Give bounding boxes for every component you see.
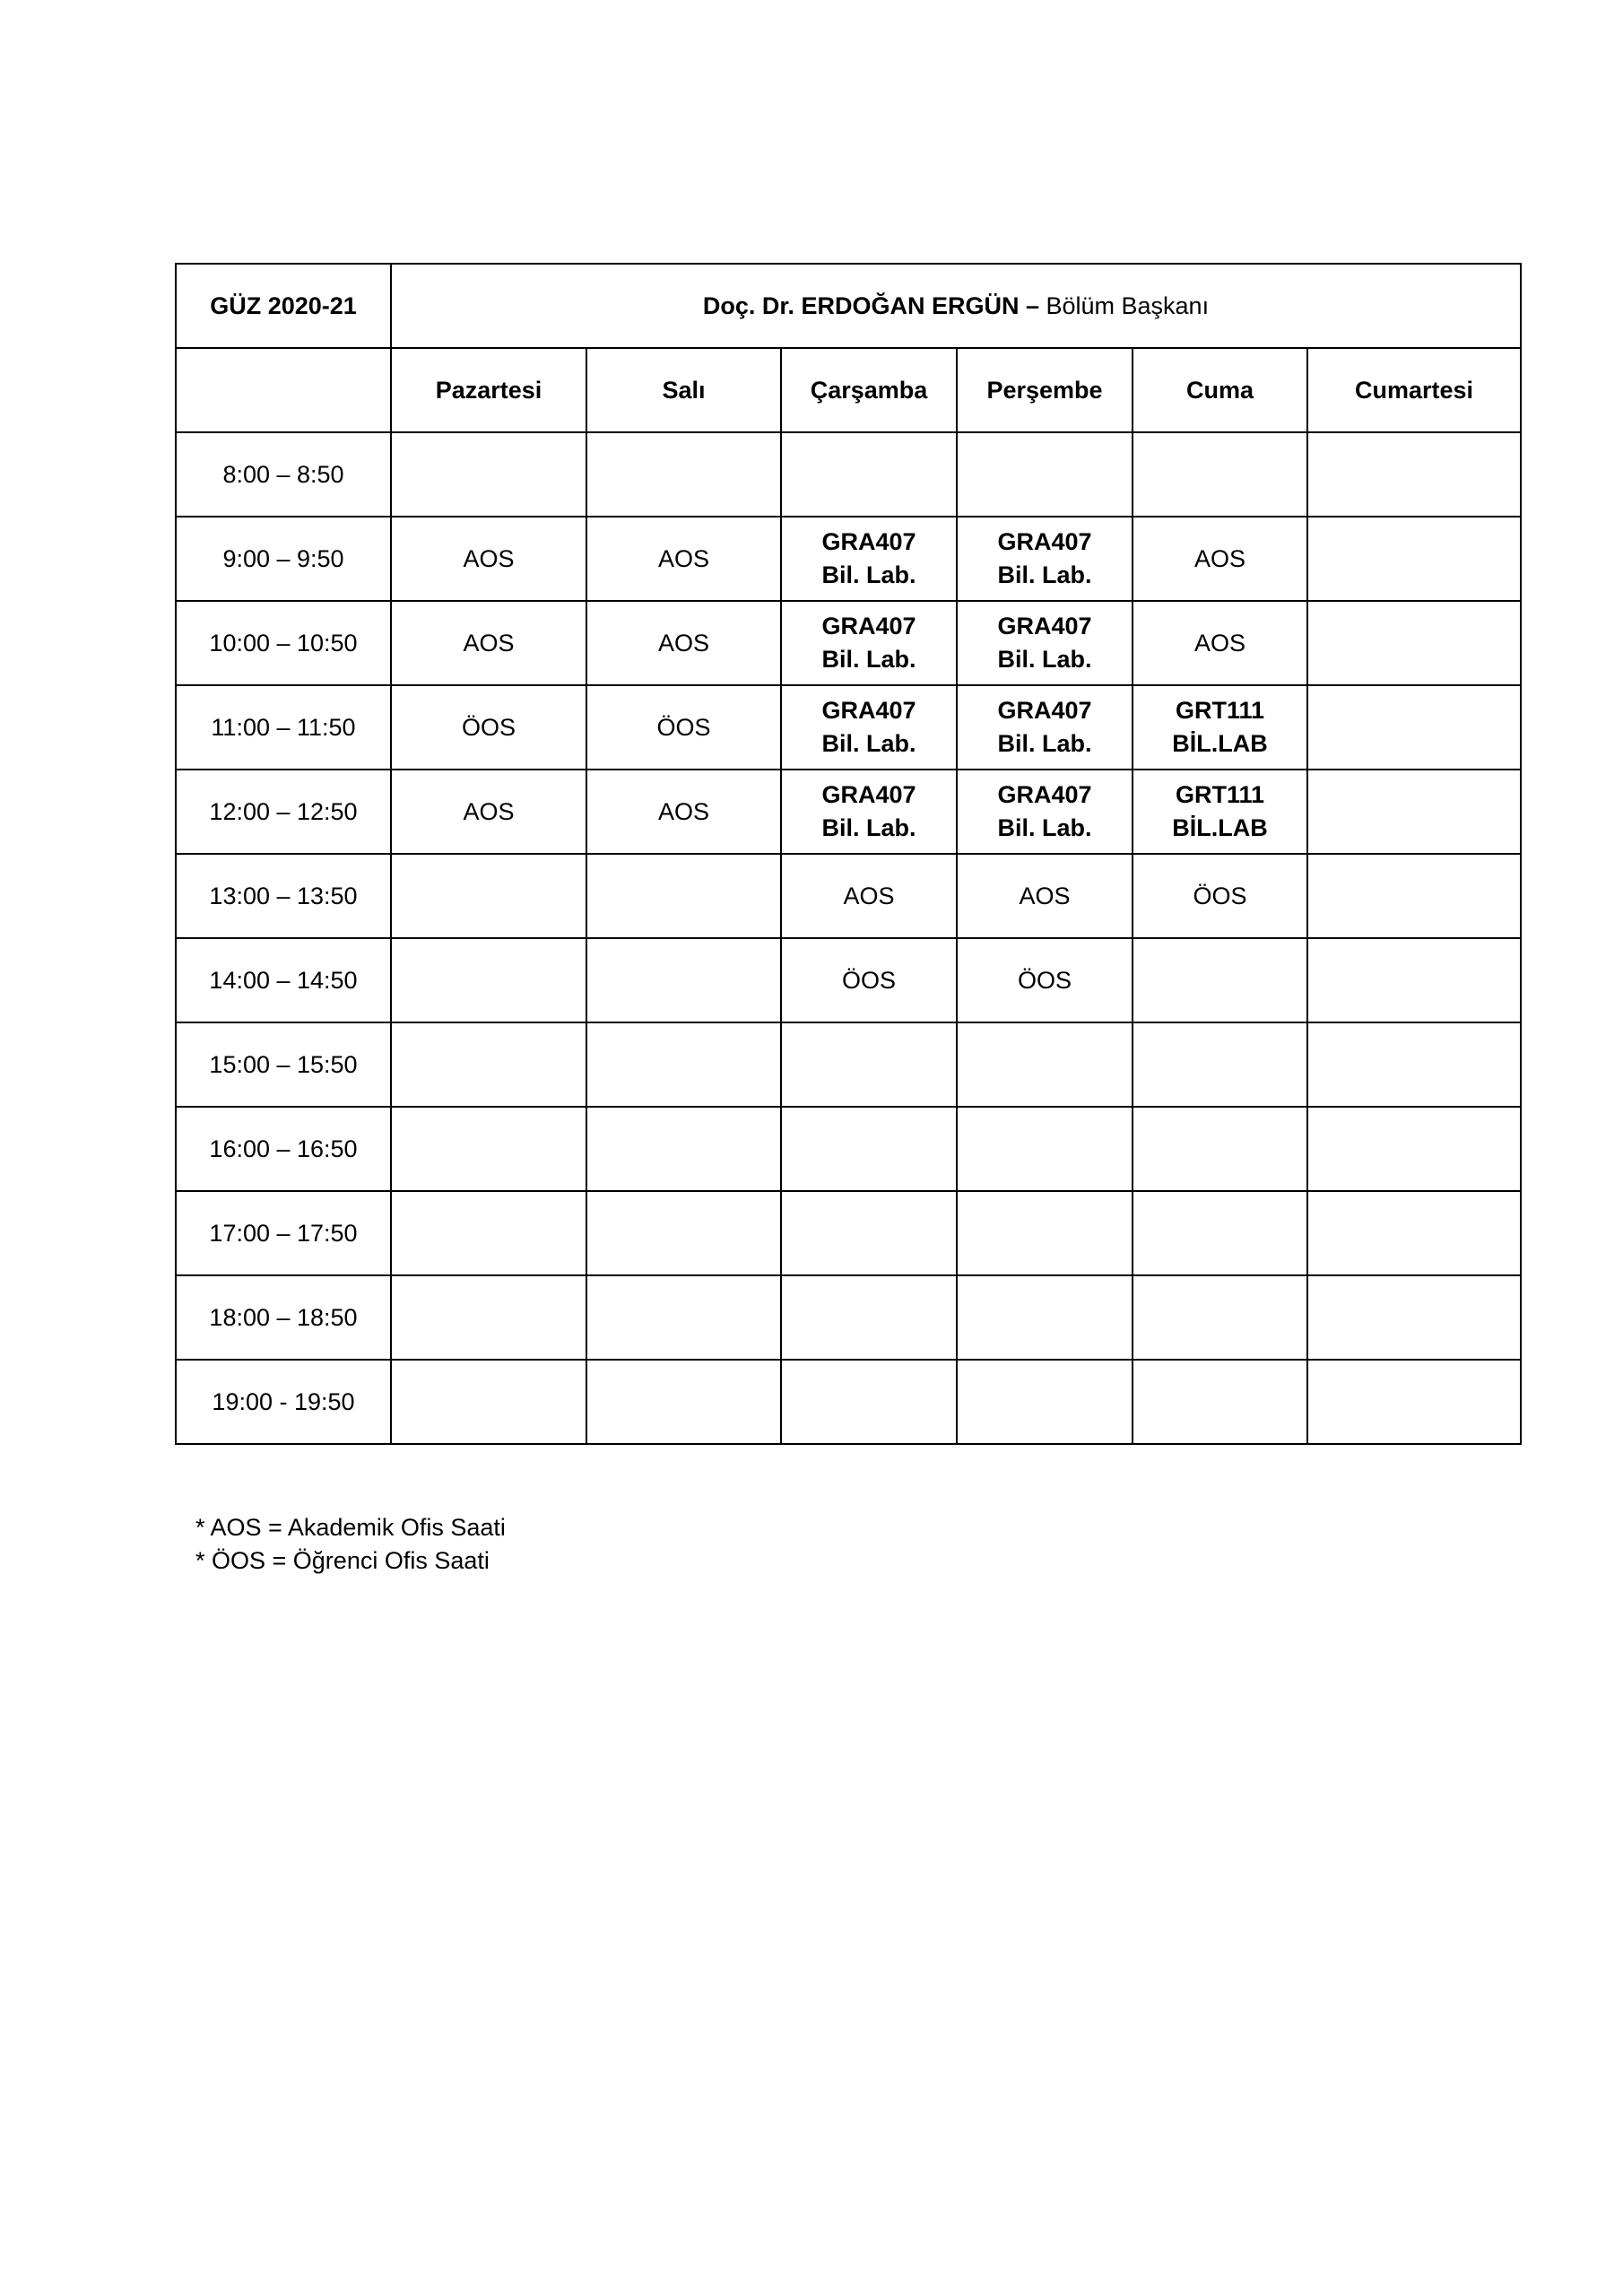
- days-header-row: [176, 348, 1521, 432]
- schedule-cell: [391, 854, 586, 938]
- cell-text: BİL.LAB: [1172, 730, 1268, 757]
- schedule-cell: [781, 685, 957, 770]
- schedule-cell: [1133, 685, 1307, 770]
- schedule-cell: [391, 938, 586, 1022]
- schedule-cell: [781, 601, 957, 685]
- cell-text: ÖOS: [1193, 882, 1247, 909]
- cell-text: ÖOS: [656, 713, 711, 741]
- title-row: [176, 264, 1521, 348]
- cell-text: Bil. Lab.: [997, 561, 1092, 588]
- cell-text: GRA407: [997, 613, 1092, 639]
- schedule-cell: [1133, 1360, 1307, 1444]
- schedule-cell: [1133, 854, 1307, 938]
- schedule-cell: [391, 1022, 586, 1107]
- schedule-cell: [391, 1275, 586, 1360]
- table-row: [176, 1360, 1521, 1444]
- schedule-cell: [391, 685, 586, 770]
- schedule-cell: [781, 938, 957, 1022]
- schedule-cell: [391, 601, 586, 685]
- schedule-cell: [1307, 770, 1521, 854]
- cell-text: GRA407: [997, 781, 1092, 808]
- schedule-cell: [391, 770, 586, 854]
- day-header: Çarşamba: [781, 348, 957, 432]
- schedule-cell: [1133, 1275, 1307, 1360]
- time-slot: 11:00 – 11:50: [176, 685, 391, 770]
- schedule-cell: [1133, 770, 1307, 854]
- schedule-cell: [1307, 938, 1521, 1022]
- schedule-table: [175, 263, 1522, 1445]
- cell-text: ÖOS: [841, 966, 896, 994]
- schedule-cell: [1133, 1022, 1307, 1107]
- corner-cell: [176, 348, 391, 432]
- schedule-cell: [781, 1022, 957, 1107]
- schedule-cell: [586, 938, 781, 1022]
- cell-text: GRA407: [997, 697, 1092, 724]
- schedule-cell: [1133, 432, 1307, 517]
- cell-text: Bil. Lab.: [821, 646, 916, 673]
- schedule-cell: [1307, 1191, 1521, 1275]
- cell-text: GRA407: [821, 613, 916, 639]
- schedule-cell: [586, 854, 781, 938]
- time-slot: 10:00 – 10:50: [176, 601, 391, 685]
- cell-text: GRA407: [821, 781, 916, 808]
- table-row: [176, 854, 1521, 938]
- table-row: [176, 517, 1521, 601]
- day-header: Pazartesi: [391, 348, 586, 432]
- cell-text: AOS: [463, 629, 515, 657]
- cell-text: Bil. Lab.: [997, 814, 1092, 841]
- schedule-cell: [957, 601, 1133, 685]
- schedule-cell: [391, 1191, 586, 1275]
- schedule-cell: [1133, 1107, 1307, 1191]
- schedule-cell: [586, 770, 781, 854]
- schedule-cell: [957, 938, 1133, 1022]
- schedule-cell: [391, 1107, 586, 1191]
- schedule-cell: [391, 432, 586, 517]
- footnote: * AOS = Akademik Ofis Saati: [195, 1514, 506, 1541]
- cell-text: GRA407: [821, 697, 916, 724]
- cell-text: AOS: [657, 629, 710, 657]
- table-row: [176, 938, 1521, 1022]
- schedule-cell: [586, 685, 781, 770]
- cell-text: Bil. Lab.: [821, 561, 916, 588]
- cell-text: Bil. Lab.: [997, 730, 1092, 757]
- schedule-cell: [781, 517, 957, 601]
- table-row: [176, 685, 1521, 770]
- day-header: Perşembe: [957, 348, 1133, 432]
- time-slot: 9:00 – 9:50: [176, 517, 391, 601]
- cell-text: AOS: [463, 797, 515, 825]
- cell-text: AOS: [657, 544, 710, 572]
- page-title: [391, 264, 1521, 348]
- schedule-cell: [1133, 517, 1307, 601]
- cell-text: ÖOS: [1017, 966, 1072, 994]
- time-slot: 12:00 – 12:50: [176, 770, 391, 854]
- cell-text: GRA407: [821, 528, 916, 555]
- schedule-cell: [1307, 685, 1521, 770]
- schedule-cell: [781, 1360, 957, 1444]
- cell-text: AOS: [1019, 882, 1071, 909]
- schedule-cell: [957, 770, 1133, 854]
- time-slot: 13:00 – 13:50: [176, 854, 391, 938]
- time-slot: 15:00 – 15:50: [176, 1022, 391, 1107]
- table-row: [176, 1107, 1521, 1191]
- schedule-cell: [586, 432, 781, 517]
- schedule-cell: [586, 601, 781, 685]
- schedule-cell: [957, 854, 1133, 938]
- cell-text: AOS: [843, 882, 895, 909]
- day-header: Salı: [586, 348, 781, 432]
- cell-text: Bil. Lab.: [821, 814, 916, 841]
- schedule-cell: [1133, 938, 1307, 1022]
- schedule-cell: [957, 1360, 1133, 1444]
- table-row: [176, 1022, 1521, 1107]
- table-row: [176, 1191, 1521, 1275]
- schedule-cell: [957, 1022, 1133, 1107]
- schedule-cell: [1307, 854, 1521, 938]
- cell-text: AOS: [463, 544, 515, 572]
- schedule-cell: [957, 1107, 1133, 1191]
- schedule-cell: [1307, 517, 1521, 601]
- schedule-cell: [781, 770, 957, 854]
- time-slot: 8:00 – 8:50: [176, 432, 391, 517]
- cell-text: AOS: [657, 797, 710, 825]
- cell-text: AOS: [1193, 629, 1246, 657]
- time-slot: 17:00 – 17:50: [176, 1191, 391, 1275]
- instructor-role: Bölüm Başkanı: [1038, 291, 1210, 319]
- schedule-cell: [957, 1275, 1133, 1360]
- time-slot: 18:00 – 18:50: [176, 1275, 391, 1360]
- day-header: Cuma: [1133, 348, 1307, 432]
- cell-text: BİL.LAB: [1172, 814, 1268, 841]
- schedule-cell: [781, 854, 957, 938]
- instructor-name: Doç. Dr. ERDOĞAN ERGÜN –: [702, 291, 1039, 319]
- schedule-cell: [1133, 1191, 1307, 1275]
- table-row: [176, 432, 1521, 517]
- schedule-cell: [957, 432, 1133, 517]
- table-row: [176, 601, 1521, 685]
- schedule-cell: [586, 1191, 781, 1275]
- cell-text: GRT111: [1175, 697, 1265, 724]
- cell-text: Bil. Lab.: [821, 730, 916, 757]
- schedule-cell: [1307, 432, 1521, 517]
- schedule-cell: [957, 685, 1133, 770]
- time-slot: 19:00 - 19:50: [176, 1360, 391, 1444]
- schedule-cell: [781, 1275, 957, 1360]
- time-slot: 14:00 – 14:50: [176, 938, 391, 1022]
- schedule-cell: [781, 432, 957, 517]
- time-slot: 16:00 – 16:50: [176, 1107, 391, 1191]
- footnote: * ÖOS = Öğrenci Ofis Saati: [195, 1547, 490, 1574]
- cell-text: GRT111: [1175, 781, 1265, 808]
- schedule-cell: [1307, 601, 1521, 685]
- schedule-cell: [1307, 1360, 1521, 1444]
- cell-text: AOS: [1193, 544, 1246, 572]
- cell-text: Bil. Lab.: [997, 646, 1092, 673]
- schedule-cell: [781, 1107, 957, 1191]
- schedule-cell: [586, 1360, 781, 1444]
- schedule-cell: [391, 517, 586, 601]
- schedule-cell: [957, 517, 1133, 601]
- schedule-cell: [586, 1275, 781, 1360]
- schedule-cell: [1307, 1022, 1521, 1107]
- schedule-cell: [391, 1360, 586, 1444]
- day-header: Cumartesi: [1307, 348, 1521, 432]
- schedule-cell: [586, 1107, 781, 1191]
- table-row: [176, 770, 1521, 854]
- schedule-cell: [586, 1022, 781, 1107]
- schedule-cell: [1307, 1275, 1521, 1360]
- cell-text: ÖOS: [461, 713, 516, 741]
- schedule-cell: [1307, 1107, 1521, 1191]
- term-label: GÜZ 2020-21: [176, 264, 391, 348]
- cell-text: GRA407: [997, 528, 1092, 555]
- schedule-cell: [957, 1191, 1133, 1275]
- table-row: [176, 1275, 1521, 1360]
- schedule-cell: [1133, 601, 1307, 685]
- schedule-cell: [781, 1191, 957, 1275]
- schedule-cell: [586, 517, 781, 601]
- footnotes: [195, 1511, 506, 1578]
